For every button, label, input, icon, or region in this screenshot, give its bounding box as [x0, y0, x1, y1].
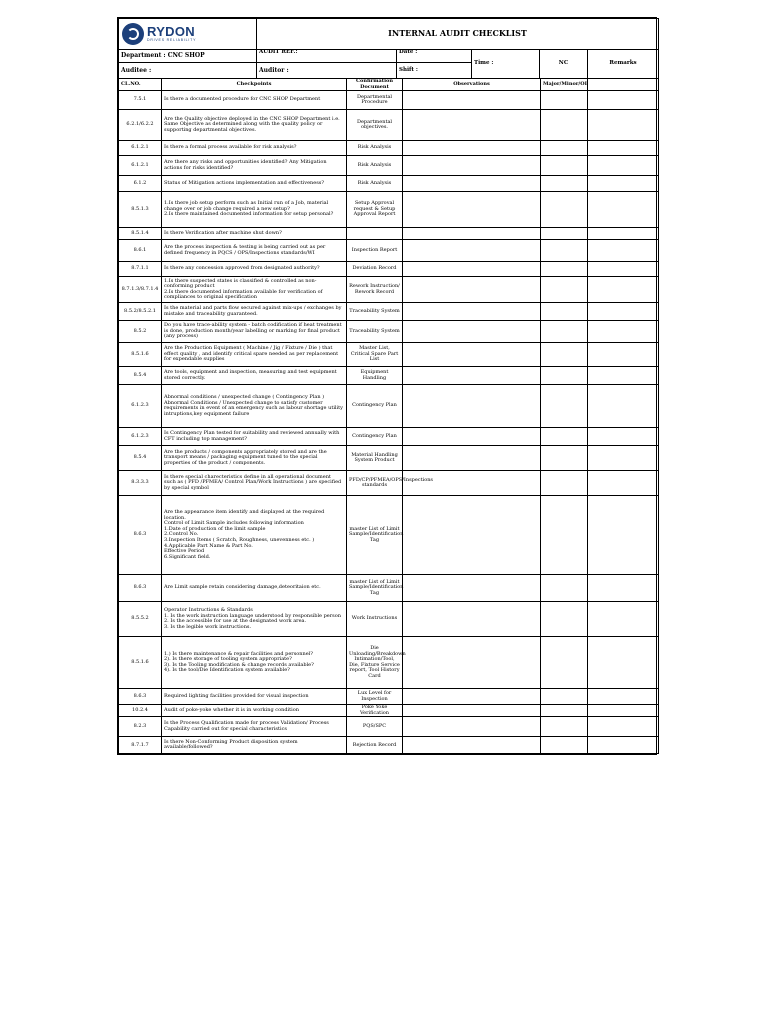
major-minor-cell[interactable] — [541, 303, 588, 321]
clause-number: 8.6.1 — [119, 240, 162, 262]
table-row — [119, 110, 659, 141]
observation-cell[interactable] — [403, 575, 541, 602]
col-observations: Observations — [403, 79, 541, 91]
clause-number: 8.5.2 — [119, 321, 162, 343]
checkpoint-text: Is there a formal process available for risk analysis? — [162, 141, 347, 156]
date-field — [397, 50, 472, 63]
observation-cell[interactable] — [403, 91, 541, 110]
checkpoint-text: Are the process inspection & testing is being carried out as per defined frequency in PQCS / OPS/Inspections standards/WI — [162, 240, 347, 262]
remarks-cell[interactable] — [588, 176, 659, 192]
clause-number: 8.5.1.6 — [119, 637, 162, 689]
table-row — [119, 262, 659, 277]
observation-cell[interactable] — [403, 428, 541, 446]
observation-cell[interactable] — [403, 240, 541, 262]
remarks-cell[interactable] — [588, 602, 659, 637]
major-minor-cell[interactable] — [541, 602, 588, 637]
remarks-cell[interactable] — [588, 705, 659, 717]
clause-number: 8.5.1.3 — [119, 192, 162, 228]
confirmation-document — [347, 228, 403, 240]
table-row — [119, 367, 659, 385]
confirmation-document: PQS/SPC — [347, 717, 403, 737]
confirmation-document: Risk Analysis — [347, 141, 403, 156]
remarks-cell[interactable] — [588, 471, 659, 496]
department-field — [119, 50, 257, 63]
confirmation-document: Traceability System — [347, 303, 403, 321]
logo-mark-icon — [122, 23, 144, 45]
checkpoint-text: Are the Quality objective deployed in the CNC SHOP Department i.e. Same Objective as determined along with the quality policy or supporting departmental objectives. — [162, 110, 347, 141]
auditor-field — [257, 63, 397, 79]
checkpoint-text: Is Contingency Plan tested for suitability and reviewed annually with CFT including top management? — [162, 428, 347, 446]
remarks-cell[interactable] — [588, 367, 659, 385]
table-row — [119, 602, 659, 637]
confirmation-document: Poke Yoke Verification — [347, 705, 403, 717]
observation-cell[interactable] — [403, 192, 541, 228]
table-row — [119, 343, 659, 367]
department-value: CNC SHOP — [167, 52, 205, 60]
observation-cell[interactable] — [403, 637, 541, 689]
company-logo — [119, 19, 256, 49]
observation-cell[interactable] — [403, 228, 541, 240]
clause-number: 6.1.2.3 — [119, 428, 162, 446]
observation-cell[interactable] — [403, 602, 541, 637]
remarks-cell[interactable] — [588, 303, 659, 321]
checkpoint-text: Is the material and parts flow secured against mix-ups / exchanges by mistake and traceability guaranteed. — [162, 303, 347, 321]
checkpoint-text: Is there Verification after machine shut down? — [162, 228, 347, 240]
confirmation-document: Deviation Record — [347, 262, 403, 277]
table-row — [119, 385, 659, 428]
major-minor-cell[interactable] — [541, 321, 588, 343]
confirmation-document: Inspection Report — [347, 240, 403, 262]
confirmation-document: Setup Approval request & Setup Approval Report — [347, 192, 403, 228]
col-cl-no: CL.NO. — [119, 79, 162, 91]
clause-number: 8.5.5.2 — [119, 602, 162, 637]
confirmation-document: Risk Analysis — [347, 176, 403, 192]
document-title: INTERNAL AUDIT CHECKLIST — [257, 19, 659, 50]
major-minor-cell[interactable] — [541, 343, 588, 367]
checkpoint-text: Are Limit sample retain considering damage,deteoritaion etc. — [162, 575, 347, 602]
checkpoint-text: Audit of poke-yoke whether it is in working condition — [162, 705, 347, 717]
major-minor-cell[interactable] — [541, 367, 588, 385]
time-field — [472, 50, 540, 79]
table-row — [119, 303, 659, 321]
clause-number: 8.5.1.6 — [119, 343, 162, 367]
major-minor-cell[interactable] — [541, 689, 588, 705]
checkpoint-text: 1.) Is there maintenance & repair facilities and personnel? 2). Is there storage of tooling system appropriate? 3). Is the Tooling modification & change records available? 4). Is the tool/Die Identification system available? — [162, 637, 347, 689]
major-minor-cell[interactable] — [541, 496, 588, 575]
table-row — [119, 496, 659, 575]
major-minor-cell[interactable] — [541, 110, 588, 141]
major-minor-cell[interactable] — [541, 141, 588, 156]
clause-number: 10.2.4 — [119, 705, 162, 717]
clause-number: 8.5.4 — [119, 367, 162, 385]
header-table — [118, 18, 659, 79]
table-row — [119, 446, 659, 471]
checkpoint-text: Required lighting facilities provided for visual inspection — [162, 689, 347, 705]
table-row — [119, 91, 659, 110]
confirmation-document: Departmental objectives. — [347, 110, 403, 141]
clause-number: 8.2.3 — [119, 717, 162, 737]
remarks-cell[interactable] — [588, 637, 659, 689]
major-minor-cell[interactable] — [541, 192, 588, 228]
table-row — [119, 277, 659, 303]
observation-cell[interactable] — [403, 471, 541, 496]
remarks-cell[interactable] — [588, 240, 659, 262]
table-row — [119, 176, 659, 192]
remarks-cell[interactable] — [588, 141, 659, 156]
confirmation-document: master List of Limit Sample/Identification Tag — [347, 575, 403, 602]
observation-cell[interactable] — [403, 321, 541, 343]
major-minor-cell[interactable] — [541, 737, 588, 754]
time-label: Time : — [474, 60, 494, 67]
clause-number: 8.6.3 — [119, 575, 162, 602]
brand-name: RYDON — [147, 24, 195, 39]
table-row — [119, 141, 659, 156]
observation-cell[interactable] — [403, 176, 541, 192]
major-minor-cell[interactable] — [541, 240, 588, 262]
confirmation-document: Lux Level for Inspection — [347, 689, 403, 705]
checkpoint-text: Is there Non-Conforming Product disposition system available/followed? — [162, 737, 347, 754]
auditor-label: Auditor : — [259, 66, 289, 74]
remarks-cell[interactable] — [588, 689, 659, 705]
remarks-cell[interactable] — [588, 737, 659, 754]
observation-cell[interactable] — [403, 717, 541, 737]
major-minor-cell[interactable] — [541, 277, 588, 303]
observation-cell[interactable] — [403, 303, 541, 321]
clause-number: 8.5.1.4 — [119, 228, 162, 240]
audit-ref-field — [257, 50, 397, 63]
table-row — [119, 428, 659, 446]
remarks-cell[interactable] — [588, 262, 659, 277]
col-major-minor: Major/Minor/OI — [541, 79, 588, 91]
table-row — [119, 717, 659, 737]
audit-checklist-sheet — [117, 17, 657, 755]
remarks-cell[interactable] — [588, 717, 659, 737]
checkpoint-text: Status of Mitigation actions implementation and effectiveness? — [162, 176, 347, 192]
checkpoint-text: Is the Process Qualification made for process Validation/ Process Capability carried out for special characteristics — [162, 717, 347, 737]
clause-number: 8.3.3.3 — [119, 471, 162, 496]
checkpoint-text: Is there any concession approved from designated authority? — [162, 262, 347, 277]
major-minor-cell[interactable] — [541, 575, 588, 602]
confirmation-document: master List of Limit Sample/Identification Tag — [347, 496, 403, 575]
checkpoint-text: Is there a documented procedure for CNC SHOP Department — [162, 91, 347, 110]
remarks-cell[interactable] — [588, 446, 659, 471]
remarks-cell[interactable] — [588, 428, 659, 446]
major-minor-cell[interactable] — [541, 156, 588, 176]
clause-number: 8.7.1.1 — [119, 262, 162, 277]
observation-cell[interactable] — [403, 141, 541, 156]
department-label: Department : — [121, 52, 166, 60]
confirmation-document: Master List, Critical Spare Part List — [347, 343, 403, 367]
table-row — [119, 321, 659, 343]
shift-field — [397, 63, 472, 79]
confirmation-document: Work Instructions — [347, 602, 403, 637]
logo-cell — [119, 19, 257, 50]
checkpoint-text: Are the Production Equipment ( Machine / Jig / Fixture / Die ) that effect quality , and identify critical spare needed as per replacement for expendable supplies — [162, 343, 347, 367]
clause-number: 8.6.3 — [119, 689, 162, 705]
checkpoint-text: Are the appearance item identify and displayed at the required location. Control of Limit Sample includes following information 1.Date of production of the limit sample 2.Control No. 3.Inspection Items ( Scratch, Roughness, unevenness etc. ) 4.Applicable Part Name & Part No. Effective Period 6.Significant field. — [162, 496, 347, 575]
checklist-table — [118, 78, 659, 754]
major-minor-cell[interactable] — [541, 705, 588, 717]
observation-cell[interactable] — [403, 446, 541, 471]
clause-number: 8.5.4 — [119, 446, 162, 471]
observation-cell[interactable] — [403, 737, 541, 754]
major-minor-cell[interactable] — [541, 637, 588, 689]
major-minor-cell[interactable] — [541, 91, 588, 110]
table-row — [119, 689, 659, 705]
remarks-cell[interactable] — [588, 385, 659, 428]
table-row — [119, 228, 659, 240]
date-label: Date : — [399, 49, 418, 55]
table-row — [119, 471, 659, 496]
observation-cell[interactable] — [403, 110, 541, 141]
major-minor-cell[interactable] — [541, 228, 588, 240]
major-minor-cell[interactable] — [541, 262, 588, 277]
checkpoint-text: Do you have trace-ability system - batch codification if heat treatment is done, production month/year labelling or marking for final product (any process) — [162, 321, 347, 343]
major-minor-cell[interactable] — [541, 385, 588, 428]
confirmation-document: Die Unloading/Breakdown Intimation/Tool, Die, Fixture Service report, Tool History Card — [347, 637, 403, 689]
checkpoint-text: 1.Is there job setup perform such as Initial run of a Job, material change over or job change required a new setup? 2.Is there maintained documented information for setup personal? — [162, 192, 347, 228]
table-row — [119, 156, 659, 176]
auditee-field — [119, 63, 257, 79]
confirmation-document: PFD/CP/PFMEA/OPS/Inspections standards — [347, 471, 403, 496]
table-row — [119, 637, 659, 689]
clause-number: 8.7.1.3/8.7.1.4 — [119, 277, 162, 303]
table-row — [119, 575, 659, 602]
clause-number: 7.5.1 — [119, 91, 162, 110]
major-minor-cell[interactable] — [541, 428, 588, 446]
brand-tagline: DRIVES RELIABILITY — [147, 38, 197, 42]
major-minor-cell[interactable] — [541, 176, 588, 192]
confirmation-document: Equipment Handling — [347, 367, 403, 385]
confirmation-document: Material Handling System Product — [347, 446, 403, 471]
remarks-cell[interactable] — [588, 192, 659, 228]
remarks-cell[interactable] — [588, 156, 659, 176]
observation-cell[interactable] — [403, 262, 541, 277]
clause-number: 6.1.2.1 — [119, 156, 162, 176]
observation-cell[interactable] — [403, 705, 541, 717]
confirmation-document: Risk Analysis — [347, 156, 403, 176]
checkpoint-text: Is there special charecteristics define in all operational document such as ( PFD /PFMEA/ Control Plan/Work Instructions ) are specified by special symbol — [162, 471, 347, 496]
checkpoint-text: Are there any risks and opportunities identified? Any Mitigation actions for risks identified? — [162, 156, 347, 176]
audit-ref-label: AUDIT REF.: — [259, 49, 298, 55]
nc-header — [540, 50, 588, 79]
observation-cell[interactable] — [403, 277, 541, 303]
confirmation-document: Contingency Plan — [347, 428, 403, 446]
shift-label: Shift : — [399, 66, 418, 73]
major-minor-cell[interactable] — [541, 471, 588, 496]
table-row — [119, 192, 659, 228]
major-minor-cell[interactable] — [541, 717, 588, 737]
observation-cell[interactable] — [403, 385, 541, 428]
remarks-cell[interactable] — [588, 343, 659, 367]
observation-cell[interactable] — [403, 367, 541, 385]
observation-cell[interactable] — [403, 343, 541, 367]
auditee-label: Auditee : — [121, 66, 152, 74]
table-row — [119, 705, 659, 717]
remarks-header — [588, 50, 659, 79]
remarks-cell[interactable] — [588, 228, 659, 240]
confirmation-document: Rework Instruction/ Rework Record — [347, 277, 403, 303]
remarks-label: Remarks — [609, 60, 637, 67]
clause-number: 8.7.1.7 — [119, 737, 162, 754]
observation-cell[interactable] — [403, 496, 541, 575]
checkpoint-text: Operator Instructions & Standards 1. Is the work instruction language understood by responsible person 2. Is the accessible for use at the designated work area. 3. Is the legible work instructions. — [162, 602, 347, 637]
col-remarks — [588, 79, 659, 91]
nc-label: NC — [558, 60, 569, 67]
checkpoint-text: Are the products / components appropriately stored and are the transport means / packaging equipment tuned to the special properties of the product / components. — [162, 446, 347, 471]
clause-number: 6.1.2.3 — [119, 385, 162, 428]
remarks-cell[interactable] — [588, 110, 659, 141]
remarks-cell[interactable] — [588, 321, 659, 343]
clause-number: 8.6.3 — [119, 496, 162, 575]
clause-number: 6.2.1/6.2.2 — [119, 110, 162, 141]
remarks-cell[interactable] — [588, 575, 659, 602]
confirmation-document: Traceability System — [347, 321, 403, 343]
observation-cell[interactable] — [403, 689, 541, 705]
col-checkpoints: Checkpoints — [162, 79, 347, 91]
confirmation-document: Rejection Record — [347, 737, 403, 754]
remarks-cell[interactable] — [588, 91, 659, 110]
clause-number: 6.1.2.1 — [119, 141, 162, 156]
checkpoint-text: 1.Is there suspected states is classified & controlled as non-conforming product 2.Is there documented information available for verification of compliances to original specification — [162, 277, 347, 303]
checkpoint-text: Abnormal conditions / unexpected change ( Contingency Plan ) Abnormal Conditions / Unexpected change to satisfy customer requirements in event of an emergency such as labour shortage utility intruptions,key equipment failure — [162, 385, 347, 428]
clause-number: 6.1.2 — [119, 176, 162, 192]
col-confirmation: Confirmation Document — [347, 79, 403, 91]
table-row — [119, 737, 659, 754]
checkpoint-text: Are tools, equipment and inspection, measuring and test equipment stored correctly. — [162, 367, 347, 385]
remarks-cell[interactable] — [588, 496, 659, 575]
clause-number: 8.5.2/8.5.2.1 — [119, 303, 162, 321]
major-minor-cell[interactable] — [541, 446, 588, 471]
confirmation-document: Departmental Procedure — [347, 91, 403, 110]
observation-cell[interactable] — [403, 156, 541, 176]
remarks-cell[interactable] — [588, 277, 659, 303]
table-row — [119, 240, 659, 262]
confirmation-document: Contingency Plan — [347, 385, 403, 428]
